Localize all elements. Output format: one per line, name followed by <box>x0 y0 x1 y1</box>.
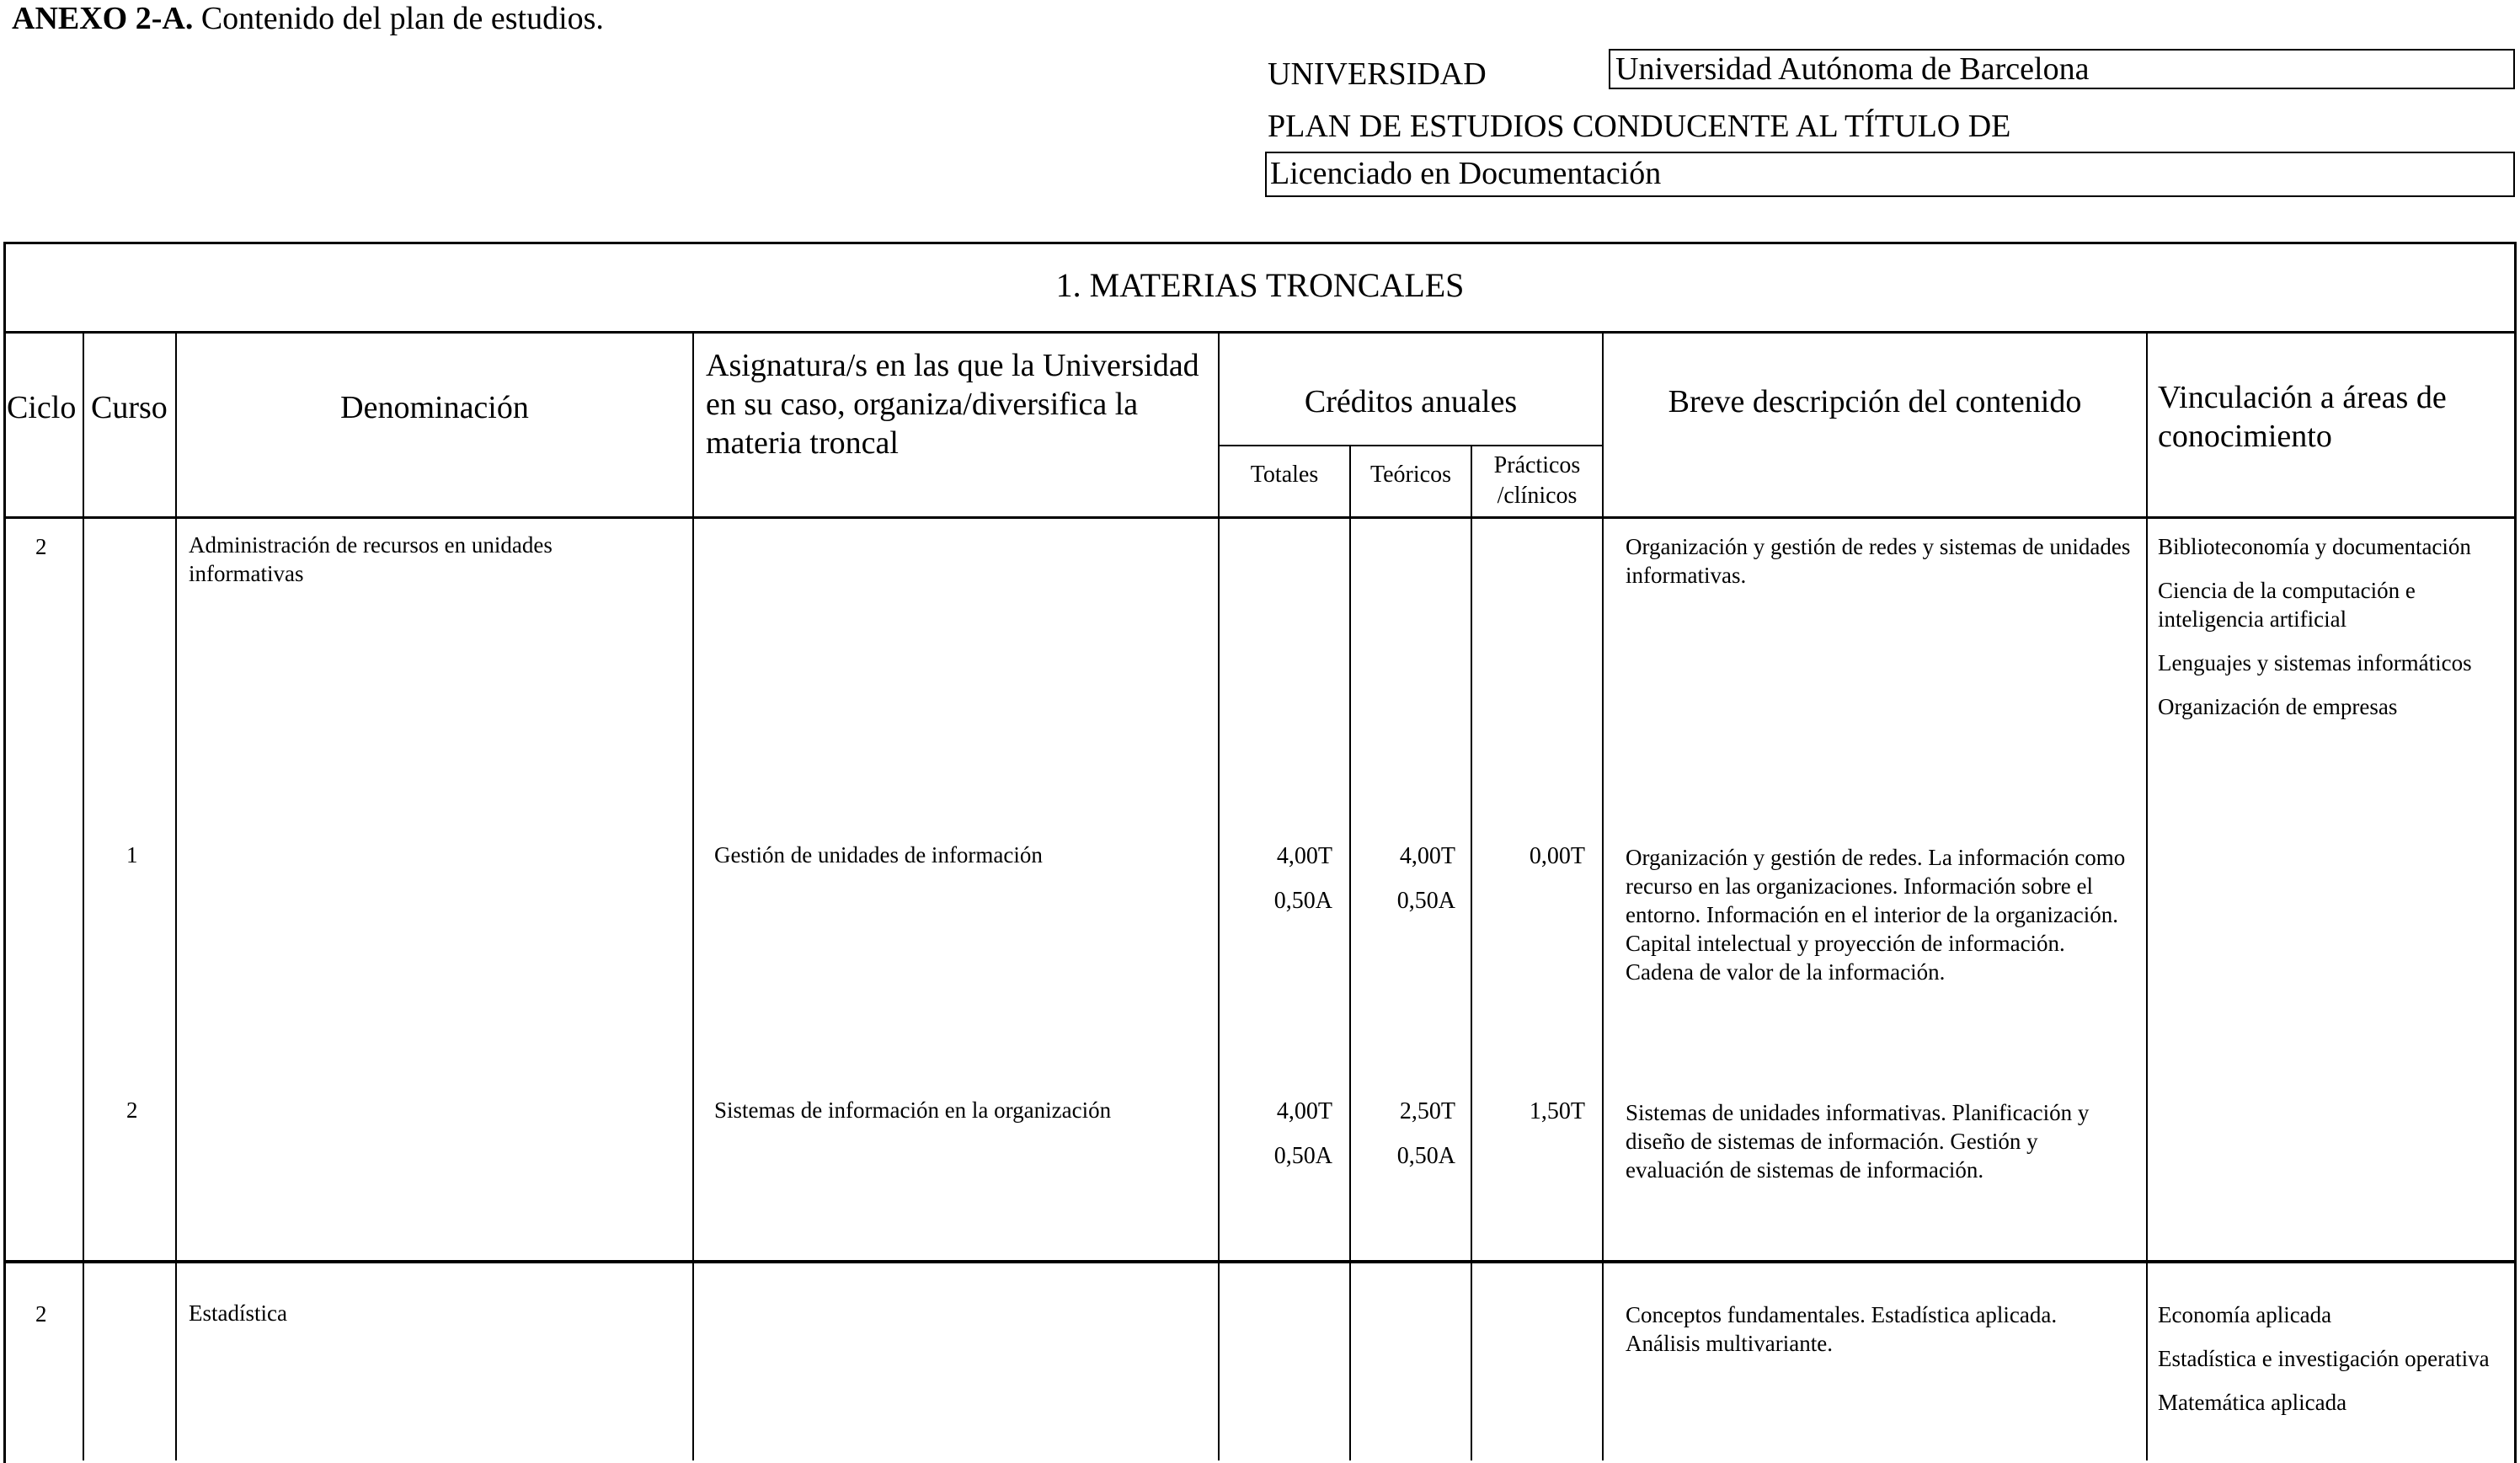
area-item: Economía aplicada <box>2158 1302 2332 1327</box>
rule-block-separator <box>3 1260 2517 1263</box>
block2-denominacion: Estadística <box>189 1300 287 1326</box>
subject2-totales-t: 4,00T <box>1276 1098 1332 1124</box>
degree-title-field: Licenciado en Documentación <box>1265 152 2515 197</box>
col-rule-teoricos <box>1471 446 1472 1460</box>
area-item: Biblioteconomía y documentación <box>2158 534 2471 559</box>
annex-description: Contenido del plan de estudios. <box>193 1 604 36</box>
col-rule-ciclo <box>83 332 84 1460</box>
subject1-totales-t: 4,00T <box>1276 843 1332 869</box>
col-header-curso: Curso <box>91 390 168 425</box>
subject2-teoricos-t: 2,50T <box>1399 1098 1455 1124</box>
block2-descripcion: Conceptos fundamentales. Estadística aplicada. Análisis multivariante. <box>1626 1302 2058 1356</box>
university-field: Universidad Autónoma de Barcelona <box>1609 49 2515 89</box>
col-header-totales: Totales <box>1250 462 1319 488</box>
subject2-descripcion: Sistemas de unidades informativas. Planificación y diseño de sistemas de información. Gestión y evaluación de sistemas de información. <box>1626 1100 2090 1183</box>
rule-creditos-sub <box>1218 445 1603 446</box>
section-title: 1. MATERIAS TRONCALES <box>1055 266 1465 304</box>
col-rule-descripcion <box>2146 332 2148 1460</box>
subject1-descripcion: Organización y gestión de redes. La información como recurso en las organizaciones. Información sobre el entorno. Información en el interior de la organización. Capital intelectual y proyección de información. Cadena de valor de la información. <box>1626 845 2126 985</box>
rule-below-title <box>3 331 2517 334</box>
annex-heading <box>12 0 604 37</box>
col-header-practicos-line2: /clínicos <box>1497 483 1578 509</box>
col-rule-denominacion <box>692 332 694 1460</box>
subject1-totales-a: 0,50A <box>1273 888 1332 914</box>
col-header-creditos: Créditos anuales <box>1304 384 1518 419</box>
col-rule-totales <box>1349 446 1351 1460</box>
col-rule-creditos <box>1602 332 1604 1460</box>
col-header-practicos-line1: Prácticos <box>1493 452 1581 478</box>
col-header-descripcion: Breve descripción del contenido <box>1668 384 2082 419</box>
subject1-asignatura: Gestión de unidades de información <box>714 842 1043 868</box>
col-header-teoricos: Teóricos <box>1369 462 1451 488</box>
block1-descripcion: Organización y gestión de redes y sistemas de unidades informativas. <box>1626 534 2131 588</box>
area-item: Organización de empresas <box>2158 694 2398 719</box>
col-header-vinculacion: Vinculación a áreas de conocimiento <box>2158 380 2447 454</box>
block1-denominacion: Administración de recursos en unidades informativas <box>189 532 553 586</box>
rule-below-header <box>3 516 2517 519</box>
area-item: Estadística e investigación operativa <box>2158 1346 2490 1371</box>
subject2-curso: 2 <box>126 1097 138 1123</box>
subject1-practicos-t: 0,00T <box>1529 843 1585 869</box>
area-item: Ciencia de la computación e inteligencia artificial <box>2158 578 2416 632</box>
area-item: Matemática aplicada <box>2158 1390 2347 1415</box>
subject2-practicos-t: 1,50T <box>1529 1098 1585 1124</box>
subject2-totales-a: 0,50A <box>1273 1143 1332 1169</box>
subject2-teoricos-a: 0,50A <box>1396 1143 1455 1169</box>
area-item: Lenguajes y sistemas informáticos <box>2158 650 2472 675</box>
block2-areas <box>2158 1300 2512 1432</box>
subject1-teoricos-t: 4,00T <box>1399 843 1455 869</box>
block2-ciclo: 2 <box>35 1301 47 1327</box>
subject1-teoricos-a: 0,50A <box>1396 888 1455 914</box>
col-header-denominacion: Denominación <box>340 390 529 425</box>
col-rule-curso <box>175 332 177 1460</box>
col-header-asignaturas: Asignatura/s en las que la Universidad en su caso, organiza/diversifica la materia troncal <box>706 348 1199 461</box>
col-header-ciclo: Ciclo <box>7 390 77 425</box>
annex-label: ANEXO 2-A. <box>12 1 194 36</box>
block1-ciclo: 2 <box>35 534 47 559</box>
subject2-asignatura: Sistemas de información en la organización <box>714 1097 1112 1123</box>
plan-label: PLAN DE ESTUDIOS CONDUCENTE AL TÍTULO DE <box>1268 109 2011 144</box>
col-header-practicos <box>1472 451 1602 511</box>
block1-areas <box>2158 532 2512 736</box>
university-label: UNIVERSIDAD <box>1268 56 1487 92</box>
subject1-curso: 1 <box>126 842 138 868</box>
